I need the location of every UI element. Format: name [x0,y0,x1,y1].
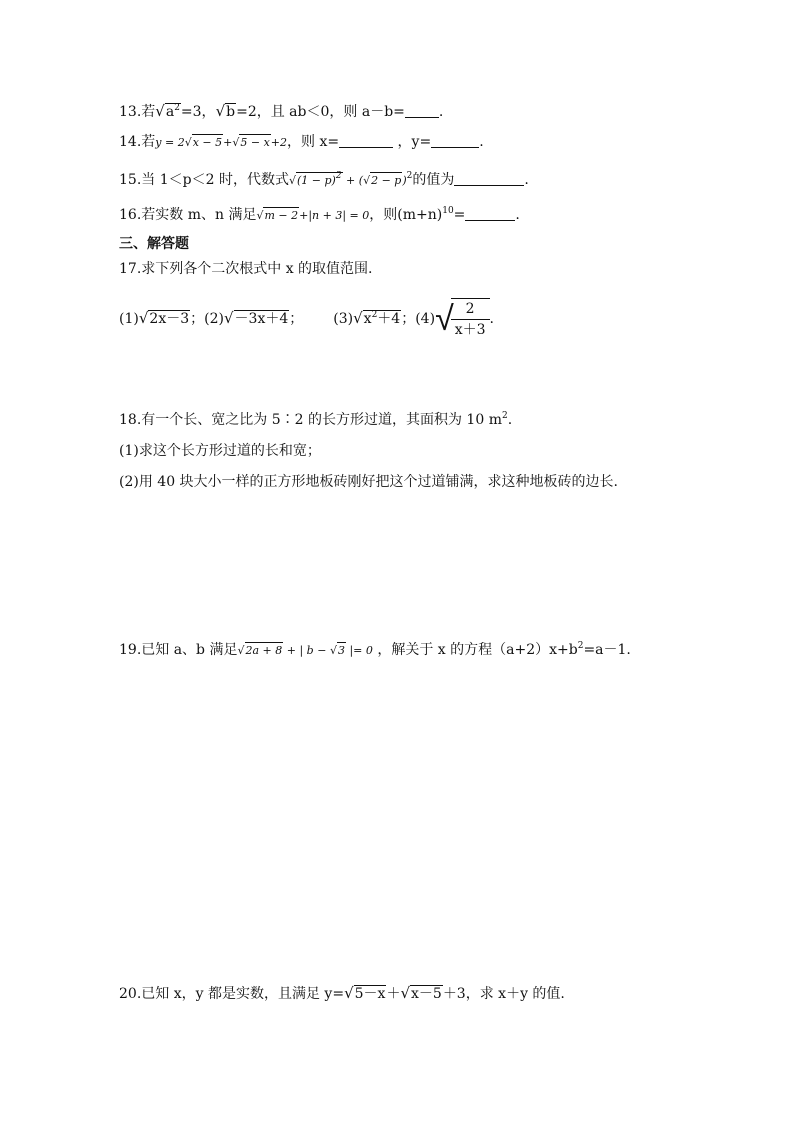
q13-sqrt-a2: $√a^2$ [155,102,180,120]
q19-rad1: 2a + 8 [245,644,283,657]
q19-end: =a－1. [583,642,631,658]
q17-sqrt-4: √ $\frac{2}{x+3}$ [435,298,489,340]
q20-end: ＋3，求 x＋y 的值. [442,986,565,1002]
q14-end: . [479,134,484,150]
q19-sqrt-1: √2a + 8 [237,644,283,657]
q14-rad2: 5 − x [240,136,270,149]
section-heading: 三、解答题 [119,236,189,252]
q14-mid: ，则 x= [287,134,340,150]
question-20 [119,983,565,1004]
q17-item3-label: (3) [333,311,354,327]
q13-end: . [438,104,444,120]
q14-mid2: ，y= [393,134,432,150]
q15-plus: + ( [342,174,364,187]
q17-rad3b: ＋4 [377,311,401,327]
q17-sep2: ； [289,311,304,327]
q15-answer-blank[interactable] [454,171,524,186]
question-17-items [119,298,494,340]
q16-mid: ，则(m+n) [369,207,443,223]
q19-mid: ，解关于 x 的方程（a+2）x+b [372,642,578,658]
question-19 [119,640,631,661]
q14-formula-y: y = 2 [155,136,185,149]
q15-sqrt-2: √2 − p [363,174,402,187]
q14-sqrt-1: √x − 5 [184,136,223,149]
q13-sqrt-b: √b [215,102,236,120]
q20-plus: ＋ [386,986,401,1002]
q15-exp2: 2 [406,171,413,181]
q14-rad1: x − 5 [192,136,223,149]
question-13 [119,101,443,122]
q13-rad2: b [226,104,236,120]
question-16 [119,205,520,226]
q20-rad2: x－5 [411,986,442,1002]
q20-sqrt-2: √x－5 [400,984,442,1002]
q16-sqrt: √m − 2 [256,209,299,222]
q15-rad2: 2 − p [371,174,402,187]
q16-rad1: m − 2 [264,209,299,222]
q17-rad1: 2x－3 [149,311,190,327]
q13-mid2: =2，且 ab＜0，则 a－b= [236,104,405,120]
q17-denominator: x＋3 [451,319,490,340]
q20-rad1: 5－x [354,986,386,1002]
q14-plus2: +2 [270,136,288,149]
q15-mid: 的值为 [412,172,455,188]
q17-rad2: －3x＋4 [234,311,289,327]
q19-rad2: 3 [337,644,345,657]
q19-exp: 2 [577,641,584,651]
q17-sqrt-2: √－3x＋4 [223,309,289,327]
q17-sep1: ；(2) [190,311,224,327]
q13-prefix: 13.若 [119,104,156,120]
q16-end: . [515,207,520,223]
q17-rad3: x [363,311,372,327]
q20-sqrt-1: √5－x [344,984,386,1002]
q13-exp1: 2 [174,103,180,113]
q13-answer-blank[interactable] [405,103,439,118]
question-18-text [119,410,512,430]
q17-item1-label: (1) [119,311,139,327]
q16-eq: = [453,207,466,223]
q15-exp1: 2 [335,171,342,181]
question-18-sub1: (1)求这个长方形过道的长和宽； [119,443,321,459]
q17-fraction [451,299,490,340]
q13-rad1: a [165,104,175,120]
q17-numerator: 2 [465,301,475,317]
question-15 [119,170,529,191]
question-18-sub2: (2)用 40 块大小一样的正方形地板砖刚好把这个过道铺满，求这种地板砖的边长. [119,474,618,490]
q19-abs2: |= 0 [345,644,373,657]
q16-abs: +|n + 3| = 0 [299,209,370,222]
q15-sqrt-1: $√(1 - p)^2$ [288,171,342,187]
q17-sqrt-3: $√x^2+4$ [353,309,401,327]
q16-exp: 10 [442,206,454,216]
q13-mid1: =3， [180,104,216,120]
q15-close: ) [402,174,407,187]
q17-sqrt-1: √2x－3 [138,309,190,327]
question-14 [119,132,484,153]
question-17-text: 17.求下列各个二次根式中 x 的取值范围. [119,261,373,277]
q20-prefix: 20.已知 x，y 都是实数，且满足 y= [119,986,345,1002]
q18-exp: 2 [501,411,508,421]
q16-prefix: 16.若实数 m、n 满足 [119,207,257,223]
q15-prefix: 15.当 1＜p＜2 时，代数式 [119,172,289,188]
q14-sqrt-2: √5 − x [232,136,270,149]
q19-prefix: 19.已知 a、b 满足 [119,642,238,658]
q18-text: 18.有一个长、宽之比为 5∶2 的长方形过道，其面积为 10 m [119,412,502,428]
q17-sep3: ；(4) [401,311,436,327]
q17-end: . [489,311,494,327]
q15-end: . [524,172,529,188]
q18-end: . [507,412,513,428]
q14-plus: + [223,136,233,149]
q14-y-blank[interactable] [431,133,479,148]
q15-rad1: (1 − p) [296,174,336,187]
q19-abs1: + | b − [283,644,330,657]
q14-x-blank[interactable] [339,133,393,148]
q19-sqrt-2: √3 [329,644,345,657]
q14-prefix: 14.若 [119,134,156,150]
q17-rad3-exp: 2 [371,310,378,320]
q16-answer-blank[interactable] [465,206,515,221]
